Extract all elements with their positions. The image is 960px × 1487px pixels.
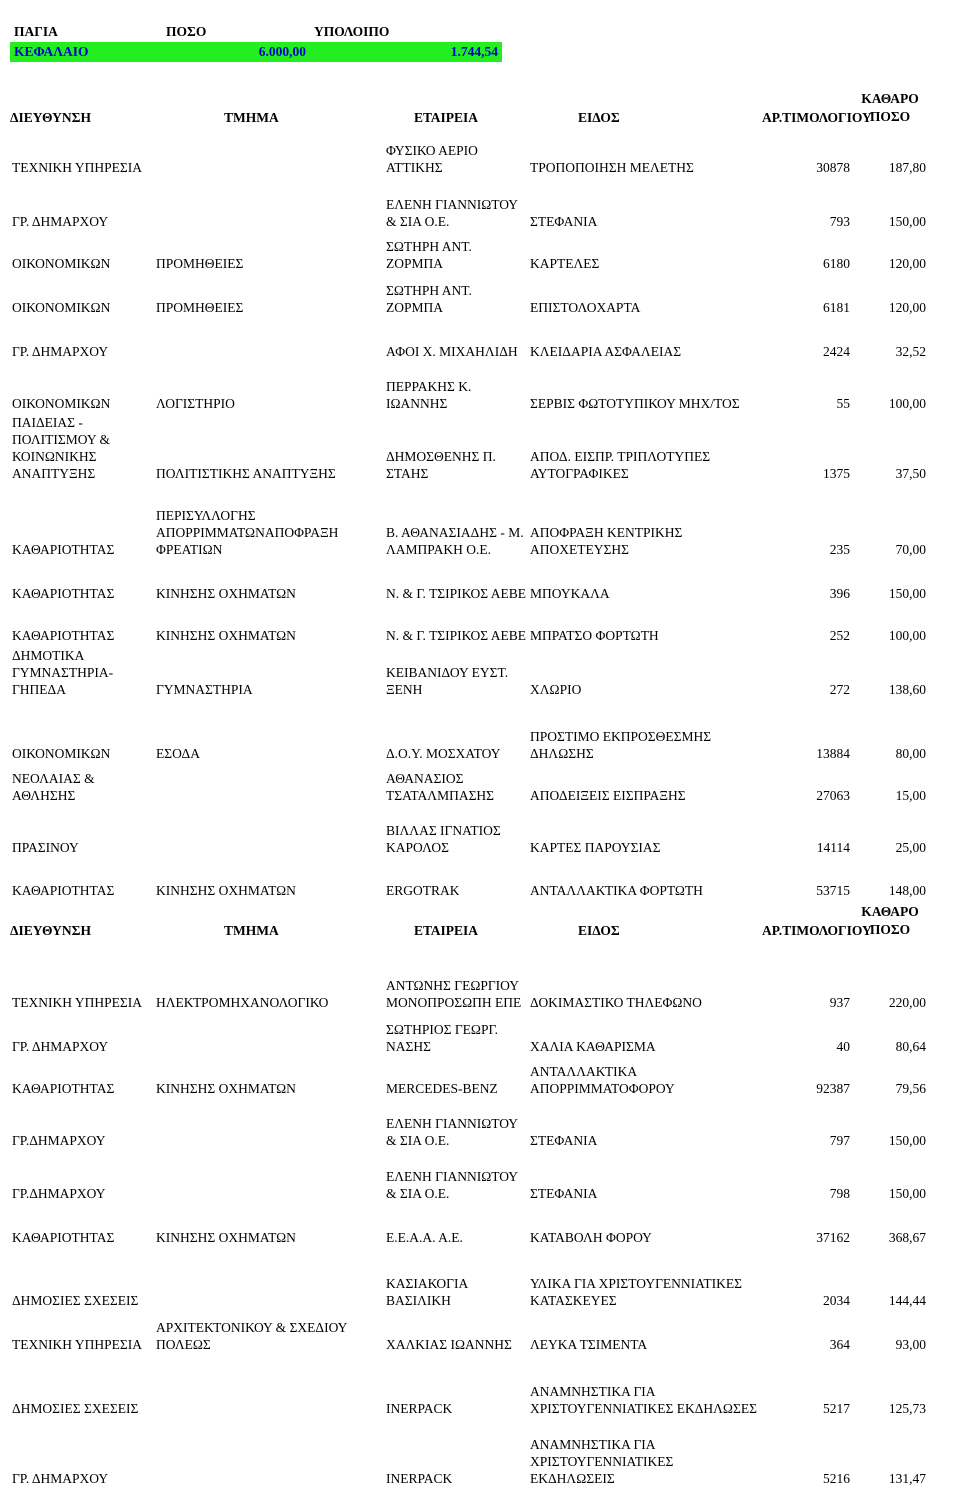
invoice-number-cell: 14114 <box>816 840 850 855</box>
table-row <box>10 1097 928 1149</box>
header-directorate: ΔΙΕΥΘΥΝΣΗ <box>10 923 91 938</box>
type-cell: ΚΑΤΑΒΟΛΗ ΦΟΡΟΥ <box>530 1230 652 1245</box>
type-cell: ΚΑΡΤΕΣ ΠΑΡΟΥΣΙΑΣ <box>530 840 661 855</box>
type-cell: ΣΤΕΦΑΝΙΑ <box>530 1186 598 1201</box>
invoice-number-cell: 2424 <box>823 344 850 359</box>
header-invoice-number: ΑΡ.ΤΙΜΟΛΟΓΙΟΥ <box>762 923 872 938</box>
directorate-cell: ΔΗΜΟΣΙΕΣ ΣΧΕΣΕΙΣ <box>12 1293 139 1308</box>
summary-header-row <box>10 22 502 42</box>
table-row <box>10 602 928 644</box>
table-row <box>10 1149 928 1202</box>
directorate-cell: ΤΕΧΝΙΚΗ ΥΠΗΡΕΣΙΑ <box>12 995 142 1010</box>
invoice-number-cell: 37162 <box>816 1230 850 1245</box>
company-cell: ΣΩΤΗΡΗ ΑΝΤ. ΖΟΡΜΠΑ <box>386 239 472 271</box>
type-cell: ΠΡΟΣΤΙΜΟ ΕΚΠΡΟΣΘΕΣΜΗΣ ΔΗΛΩΣΗΣ <box>530 729 712 761</box>
type-cell: ΥΛΙΚΑ ΓΙΑ ΧΡΙΣΤΟΥΓΕΝΝΙΑΤΙΚΕΣ ΚΑΤΑΣΚΕΥΕΣ <box>530 1276 742 1308</box>
header-directorate: ΔΙΕΥΘΥΝΣΗ <box>10 110 91 125</box>
type-cell: ΑΝΑΜΝΗΣΤΙΚΑ ΓΙΑ ΧΡΙΣΤΟΥΓΕΝΝΙΑΤΙΚΕΣ ΕΚΔΗΛΩΣΕΙΣ <box>530 1437 674 1486</box>
table-row <box>10 1011 928 1055</box>
company-cell: ΕΛΕΝΗ ΓΙΑΝΝΙΩΤΟΥ & ΣΙΑ Ο.Ε. <box>386 197 518 229</box>
department-cell <box>154 316 384 360</box>
type-cell: ΛΕΥΚΑ ΤΣΙΜΕΝΤΑ <box>530 1337 648 1352</box>
department-cell: ΠΡΟΜΗΘΕΙΕΣ <box>156 256 244 271</box>
directorate-cell: ΓΡ. ΔΗΜΑΡΧΟΥ <box>12 1471 109 1486</box>
department-cell: ΠΡΟΜΗΘΕΙΕΣ <box>156 300 244 315</box>
net-amount-cell: 144,44 <box>888 1293 926 1308</box>
type-cell: ΑΝΤΑΛΛΑΚΤΙΚΑ ΑΠΟΡΡΙΜΜΑΤΟΦΟΡΟΥ <box>530 1064 675 1096</box>
department-cell: ΓΥΜΝΑΣΤΗΡΙΑ <box>156 682 253 697</box>
table-row <box>10 272 928 316</box>
department-cell: ΚΙΝΗΣΗΣ ΟΧΗΜΑΤΩΝ <box>156 628 296 643</box>
type-cell: ΕΠΙΣΤΟΛΟΧΑΡΤΑ <box>530 300 641 315</box>
department-cell <box>154 126 384 176</box>
directorate-cell: ΚΑΘΑΡΙΟΤΗΤΑΣ <box>12 628 115 643</box>
directorate-cell: ΚΑΘΑΡΙΟΤΗΤΑΣ <box>12 1081 115 1096</box>
department-cell: ΠΟΛΙΤΙΣΤΙΚΗΣ ΑΝΑΠΤΥΞΗΣ <box>156 466 336 481</box>
summary-amount-value: 6.000,00 <box>162 42 310 62</box>
department-cell: ΛΟΓΙΣΤΗΡΙΟ <box>156 396 235 411</box>
table-row <box>10 856 928 899</box>
net-amount-cell: 79,56 <box>895 1081 926 1096</box>
department-cell <box>154 1246 384 1309</box>
company-cell: ΦΥΣΙΚΟ ΑΕΡΙΟ ΑΤΤΙΚΗΣ <box>386 143 478 175</box>
net-amount-cell: 70,00 <box>895 542 926 557</box>
directorate-cell: ΓΡ.ΔΗΜΑΡΧΟΥ <box>12 1133 106 1148</box>
invoice-number-cell: 30878 <box>816 160 850 175</box>
table-row <box>10 176 928 230</box>
company-cell: ΑΝΤΩΝΗΣ ΓΕΩΡΓΙΟΥ ΜΟΝΟΠΡΟΣΩΠΗ ΕΠΕ <box>386 978 522 1010</box>
header-type: ΕΙΔΟΣ <box>578 110 620 125</box>
table-header-row <box>10 88 928 126</box>
summary-header-amount: ΠΟΣΟ <box>166 24 207 39</box>
department-cell: ΕΣΟΔΑ <box>156 746 200 761</box>
directorate-cell: ΚΑΘΑΡΙΟΤΗΤΑΣ <box>12 542 115 557</box>
net-amount-cell: 120,00 <box>888 256 926 271</box>
department-cell <box>154 1011 384 1055</box>
table-row <box>10 230 928 272</box>
table-row <box>10 1309 928 1353</box>
department-cell: ΠΕΡΙΣΥΛΛΟΓΗΣ ΑΠΟΡΡΙΜΜΑΤΩΝΑΠΟΦΡΑΞΗ ΦΡΕΑΤΙΩΝ <box>156 508 339 557</box>
net-amount-cell: 100,00 <box>888 396 926 411</box>
directorate-cell: ΓΡ.ΔΗΜΑΡΧΟΥ <box>12 1186 106 1201</box>
net-amount-cell: 15,00 <box>895 788 926 803</box>
invoice-number-cell: 2034 <box>823 1293 850 1308</box>
company-cell: ΧΑΛΚΙΑΣ ΙΩΑΝΝΗΣ <box>386 1337 512 1352</box>
table-row <box>10 939 928 1011</box>
company-cell: ERGOTRAK <box>386 883 460 898</box>
directorate-cell: ΝΕΟΛΑΙΑΣ & ΑΘΛΗΣΗΣ <box>12 771 95 803</box>
header-type: ΕΙΔΟΣ <box>578 923 620 938</box>
directorate-cell: ΤΕΧΝΙΚΗ ΥΠΗΡΕΣΙΑ <box>12 1337 142 1352</box>
company-cell: Β. ΑΘΑΝΑΣΙΑΔΗΣ - Μ. ΛΑΜΠΡΑΚΗ Ο.Ε. <box>386 525 524 557</box>
directorate-cell: ΚΑΘΑΡΙΟΤΗΤΑΣ <box>12 586 115 601</box>
net-amount-cell: 125,73 <box>888 1401 926 1416</box>
invoice-number-cell: 40 <box>836 1039 850 1054</box>
table-row <box>10 412 928 482</box>
invoice-number-cell: 6181 <box>823 300 850 315</box>
header-department: ΤΜΗΜΑ <box>224 923 279 938</box>
directorate-cell: ΟΙΚΟΝΟΜΙΚΩΝ <box>12 746 111 761</box>
invoice-number-cell: 235 <box>829 542 850 557</box>
type-cell: ΑΠΟΔ. ΕΙΣΠΡ. ΤΡΙΠΛΟΤΥΠΕΣ ΑΥΤΟΓΡΑΦΙΚΕΣ <box>530 449 711 481</box>
invoice-number-cell: 272 <box>829 682 850 697</box>
summary-value-row <box>10 42 502 62</box>
net-amount-cell: 368,67 <box>888 1230 926 1245</box>
department-cell: ΗΛΕΚΤΡΟΜΗΧΑΝΟΛΟΓΙΚΟ <box>156 995 329 1010</box>
department-cell <box>154 1149 384 1202</box>
department-cell: ΚΙΝΗΣΗΣ ΟΧΗΜΑΤΩΝ <box>156 883 296 898</box>
department-cell: ΚΙΝΗΣΗΣ ΟΧΗΜΑΤΩΝ <box>156 1230 296 1245</box>
company-cell: ΑΘΑΝΑΣΙΟΣ ΤΣΑΤΑΛΜΠΑΣΗΣ <box>386 771 495 803</box>
directorate-cell: ΟΙΚΟΝΟΜΙΚΩΝ <box>12 396 111 411</box>
table-row <box>10 126 928 176</box>
company-cell: ΕΛΕΝΗ ΓΙΑΝΝΙΩΤΟΥ & ΣΙΑ Ο.Ε. <box>386 1169 518 1201</box>
type-cell: ΣΤΕΦΑΝΙΑ <box>530 1133 598 1148</box>
header-invoice-number: ΑΡ.ΤΙΜΟΛΟΓΙΟΥ <box>762 110 872 125</box>
invoice-number-cell: 793 <box>829 214 850 229</box>
invoice-number-cell: 53715 <box>816 883 850 898</box>
header-net-amount: ΚΑΘΑΡΟ ΠΟΣΟ <box>861 91 919 124</box>
invoice-number-cell: 13884 <box>816 746 850 761</box>
type-cell: ΔΟΚΙΜΑΣΤΙΚΟ ΤΗΛΕΦΩΝΟ <box>530 995 702 1010</box>
directorate-cell: ΠΑΙΔΕΙΑΣ - ΠΟΛΙΤΙΣΜΟΥ & ΚΟΙΝΩΝΙΚΗΣ ΑΝΑΠΤΥΞΗΣ <box>12 415 110 481</box>
invoice-number-cell: 252 <box>829 628 850 643</box>
net-amount-cell: 150,00 <box>888 1133 926 1148</box>
type-cell: ΣΕΡΒΙΣ ΦΩΤΟΤΥΠΙΚΟΥ ΜΗΧ/ΤΟΣ <box>530 396 740 411</box>
department-cell <box>154 1097 384 1149</box>
company-cell: Ν. & Γ. ΤΣΙΡΙΚΟΣ ΑΕΒΕ <box>386 586 526 601</box>
net-amount-cell: 150,00 <box>888 214 926 229</box>
summary-header-assets: ΠΑΓΙΑ <box>14 24 58 39</box>
header-company: ΕΤΑΙΡΕΙΑ <box>414 110 478 125</box>
net-amount-cell: 80,00 <box>895 746 926 761</box>
net-amount-cell: 100,00 <box>888 628 926 643</box>
invoice-number-cell: 396 <box>829 586 850 601</box>
department-cell: ΚΙΝΗΣΗΣ ΟΧΗΜΑΤΩΝ <box>156 586 296 601</box>
net-amount-cell: 220,00 <box>888 995 926 1010</box>
department-cell <box>154 1353 384 1417</box>
type-cell: ΣΤΕΦΑΝΙΑ <box>530 214 598 229</box>
invoice-number-cell: 6180 <box>823 256 850 271</box>
department-cell <box>154 762 384 804</box>
invoice-number-cell: 797 <box>829 1133 850 1148</box>
table-row <box>10 644 928 698</box>
directorate-cell: ΔΗΜΟΤΙΚΑ ΓΥΜΝΑΣΤΗΡΙΑ-ΓΗΠΕΔΑ <box>12 648 114 697</box>
net-amount-cell: 138,60 <box>888 682 926 697</box>
table-row <box>10 316 928 360</box>
directorate-cell: ΓΡ. ΔΗΜΑΡΧΟΥ <box>12 1039 109 1054</box>
company-cell: ΕΛΕΝΗ ΓΙΑΝΝΙΩΤΟΥ & ΣΙΑ Ο.Ε. <box>386 1116 518 1148</box>
table-row <box>10 1353 928 1417</box>
header-department: ΤΜΗΜΑ <box>224 110 279 125</box>
directorate-cell: ΤΕΧΝΙΚΗ ΥΠΗΡΕΣΙΑ <box>12 160 142 175</box>
summary-header-balance: ΥΠΟΛΟΙΠΟ <box>314 24 390 39</box>
net-amount-cell: 131,47 <box>888 1471 926 1486</box>
company-cell: Ε.Ε.Α.Α. Α.Ε. <box>386 1230 463 1245</box>
company-cell: ΔΗΜΟΣΘΕΝΗΣ Π. ΣΤΑΗΣ <box>386 449 496 481</box>
invoice-number-cell: 937 <box>829 995 850 1010</box>
company-cell: ΣΩΤΗΡΙΟΣ ΓΕΩΡΓ. ΝΑΣΗΣ <box>386 1022 499 1054</box>
net-amount-cell: 25,00 <box>895 840 926 855</box>
table-row <box>10 1417 928 1487</box>
table-row <box>10 1202 928 1246</box>
invoice-number-cell: 364 <box>829 1337 850 1352</box>
table-header-row <box>10 899 928 939</box>
company-cell: Ν. & Γ. ΤΣΙΡΙΚΟΣ ΑΕΒΕ <box>386 628 526 643</box>
directorate-cell: ΓΡ. ΔΗΜΑΡΧΟΥ <box>12 344 109 359</box>
company-cell: ΑΦΟΙ Χ. ΜΙΧΑΗΛΙΔΗ <box>386 344 518 359</box>
table-row <box>10 482 928 558</box>
table-row <box>10 360 928 412</box>
table-row <box>10 558 928 602</box>
type-cell: ΑΠΟΦΡΑΞΗ ΚΕΝΤΡΙΚΗΣ ΑΠΟΧΕΤΕΥΣΗΣ <box>530 525 683 557</box>
directorate-cell: ΟΙΚΟΝΟΜΙΚΩΝ <box>12 300 111 315</box>
company-cell: ΠΕΡΡΑΚΗΣ Κ. ΙΩΑΝΝΗΣ <box>386 379 472 411</box>
summary-balance-value: 1.744,54 <box>310 42 502 62</box>
invoice-number-cell: 55 <box>836 396 850 411</box>
table-row <box>10 804 928 856</box>
type-cell: ΧΑΛΙΑ ΚΑΘΑΡΙΣΜΑ <box>530 1039 656 1054</box>
net-amount-cell: 187,80 <box>888 160 926 175</box>
department-cell: ΑΡΧΙΤΕΚΤΟΝΙΚΟΥ & ΣΧΕΔΙΟΥ ΠΟΛΕΩΣ <box>156 1320 347 1352</box>
header-company: ΕΤΑΙΡΕΙΑ <box>414 923 478 938</box>
department-cell: ΚΙΝΗΣΗΣ ΟΧΗΜΑΤΩΝ <box>156 1081 296 1096</box>
net-amount-cell: 120,00 <box>888 300 926 315</box>
invoice-number-cell: 27063 <box>816 788 850 803</box>
type-cell: ΑΝΑΜΝΗΣΤΙΚΑ ΓΙΑ ΧΡΙΣΤΟΥΓΕΝΝΙΑΤΙΚΕΣ ΕΚΔΗΛΩΣΕΣ <box>530 1384 757 1416</box>
net-amount-cell: 150,00 <box>888 1186 926 1201</box>
table-row <box>10 762 928 804</box>
net-amount-cell: 150,00 <box>888 586 926 601</box>
company-cell: ΚΕΙΒΑΝΙΔΟΥ ΕΥΣΤ. ΞΕΝΗ <box>386 665 509 697</box>
invoice-number-cell: 5217 <box>823 1401 850 1416</box>
type-cell: ΚΛΕΙΔΑΡΙΑ ΑΣΦΑΛΕΙΑΣ <box>530 344 682 359</box>
type-cell: ΑΝΤΑΛΛΑΚΤΙΚΑ ΦΟΡΤΩΤΗ <box>530 883 703 898</box>
company-cell: MERCEDES-BENZ <box>386 1081 498 1096</box>
net-amount-cell: 37,50 <box>895 466 926 481</box>
company-cell: INERPACK <box>386 1471 453 1486</box>
company-cell: ΚΑΣΙΑΚΟΓΙΑ ΒΑΣΙΛΙΚΗ <box>386 1276 468 1308</box>
net-amount-cell: 93,00 <box>895 1337 926 1352</box>
table-row <box>10 1055 928 1097</box>
directorate-cell: ΓΡ. ΔΗΜΑΡΧΟΥ <box>12 214 109 229</box>
table-row <box>10 1246 928 1309</box>
net-amount-cell: 80,64 <box>895 1039 926 1054</box>
company-cell: Δ.Ο.Υ. ΜΟΣΧΑΤΟΥ <box>386 746 501 761</box>
directorate-cell: ΔΗΜΟΣΙΕΣ ΣΧΕΣΕΙΣ <box>12 1401 139 1416</box>
directorate-cell: ΠΡΑΣΙΝΟΥ <box>12 840 79 855</box>
invoice-number-cell: 798 <box>829 1186 850 1201</box>
net-amount-cell: 32,52 <box>895 344 926 359</box>
department-cell <box>154 1417 384 1487</box>
invoice-number-cell: 5216 <box>823 1471 850 1486</box>
header-net-amount: ΚΑΘΑΡΟ ΠΟΣΟ <box>861 904 919 937</box>
type-cell: ΧΛΩΡΙΟ <box>530 682 582 697</box>
type-cell: ΜΠΟΥΚΑΛΑ <box>530 586 610 601</box>
invoice-number-cell: 92387 <box>816 1081 850 1096</box>
invoice-table <box>10 88 928 1487</box>
company-cell: INERPACK <box>386 1401 453 1416</box>
type-cell: ΤΡΟΠΟΠΟΙΗΣΗ ΜΕΛΕΤΗΣ <box>530 160 694 175</box>
type-cell: ΜΠΡΑΤΣΟ ΦΟΡΤΩΤΗ <box>530 628 659 643</box>
table-row <box>10 698 928 762</box>
summary-table <box>10 22 502 62</box>
summary-capital-label: ΚΕΦΑΛΑΙΟ <box>10 42 162 62</box>
directorate-cell: ΚΑΘΑΡΙΟΤΗΤΑΣ <box>12 883 115 898</box>
net-amount-cell: 148,00 <box>888 883 926 898</box>
type-cell: ΑΠΟΔΕΙΞΕΙΣ ΕΙΣΠΡΑΞΗΣ <box>530 788 686 803</box>
directorate-cell: ΟΙΚΟΝΟΜΙΚΩΝ <box>12 256 111 271</box>
directorate-cell: ΚΑΘΑΡΙΟΤΗΤΑΣ <box>12 1230 115 1245</box>
company-cell: ΒΙΛΛΑΣ ΙΓΝΑΤΙΟΣ ΚΑΡΟΛΟΣ <box>386 823 501 855</box>
type-cell: ΚΑΡΤΕΛΕΣ <box>530 256 600 271</box>
department-cell <box>154 176 384 230</box>
invoice-number-cell: 1375 <box>823 466 850 481</box>
company-cell: ΣΩΤΗΡΗ ΑΝΤ. ΖΟΡΜΠΑ <box>386 283 472 315</box>
department-cell <box>154 804 384 856</box>
